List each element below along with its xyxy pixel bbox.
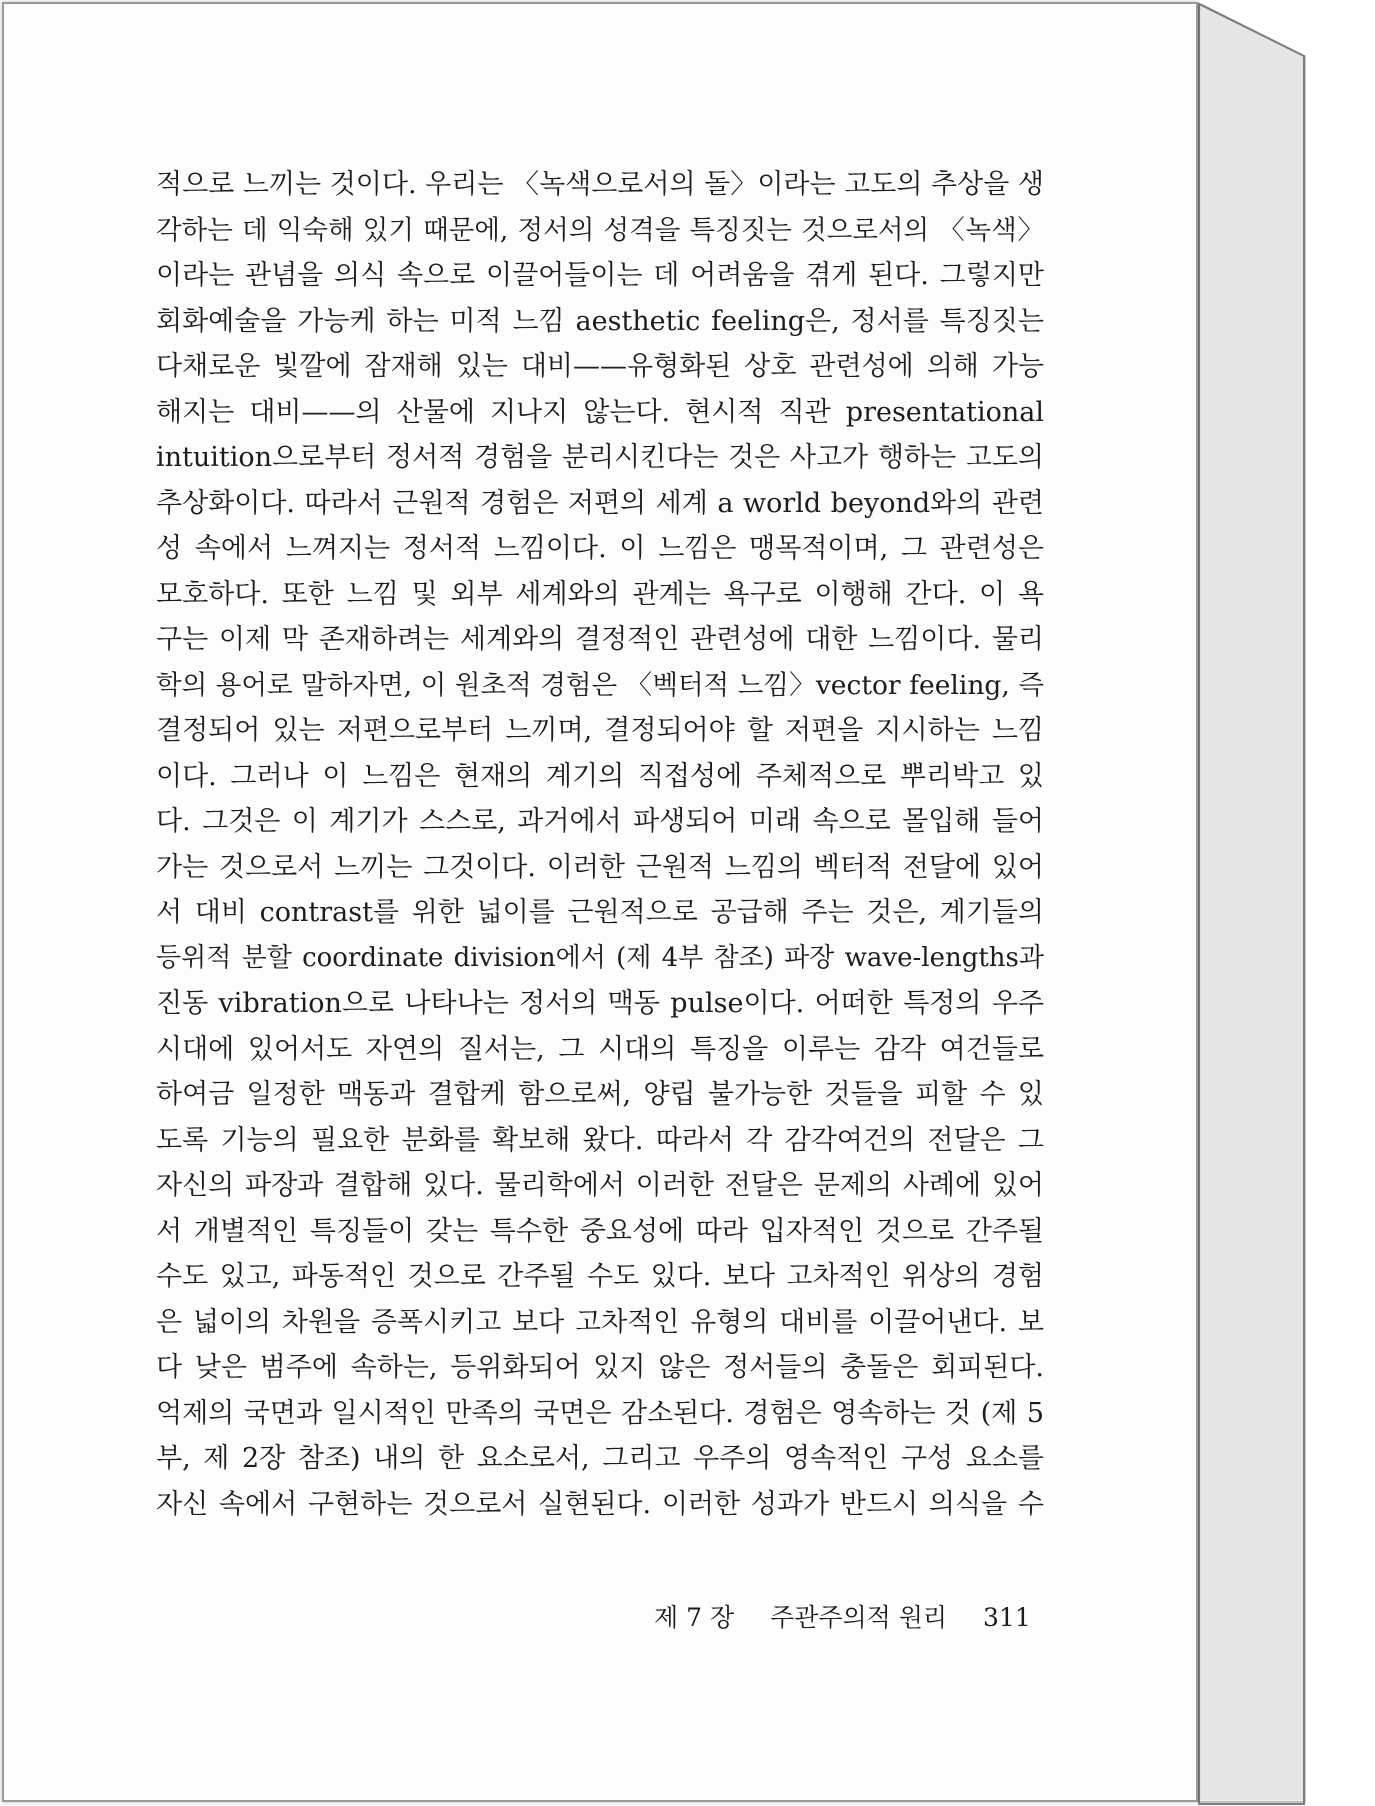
text-line: 구는 이제 막 존재하려는 세계와의 결정적인 관련성에 대한 느낌이다. 물리 xyxy=(156,624,1044,655)
text-line: 서 대비 contrast를 위한 넓이를 근원적으로 공급해 주는 것은, 계기들의 xyxy=(156,897,1044,928)
text-line: 학의 용어로 말하자면, 이 원초적 경험은 〈벡터적 느낌〉vector feeling, 즉 xyxy=(156,669,1044,701)
text-line: 억제의 국면과 일시적인 만족의 국면은 감소된다. 경험은 영속하는 것 (제 5 xyxy=(156,1397,1044,1429)
text-line: 각하는 데 익숙해 있기 때문에, 정서의 성격을 특징짓는 것으로서의 〈녹색〉 xyxy=(156,214,1044,246)
footer-chapter: 제 7 장 xyxy=(654,1603,735,1632)
text-line: 자신의 파장과 결합해 있다. 물리학에서 이러한 전달은 문제의 사례에 있어 xyxy=(156,1170,1044,1201)
text-line: 다 낮은 범주에 속하는, 등위화되어 있지 않은 정서들의 충돌은 회피된다. xyxy=(156,1352,1044,1383)
text-line: 부, 제 2장 참조) 내의 한 요소로서, 그리고 우주의 영속적인 구성 요소를 xyxy=(156,1443,1044,1474)
book-page xyxy=(2,2,1198,1802)
text-line: 가는 것으로서 느끼는 그것이다. 이러한 근원적 느낌의 벡터적 전달에 있어 xyxy=(156,851,1044,883)
text-line: 성 속에서 느껴지는 정서적 느낌이다. 이 느낌은 맹목적이며, 그 관련성은 xyxy=(156,533,1044,564)
text-line: 추상화이다. 따라서 근원적 경험은 저편의 세계 a world beyond와의 관련 xyxy=(156,487,1044,519)
text-line: 다채로운 빛깔에 잠재해 있는 대비——유형화된 상호 관련성에 의해 가능 xyxy=(156,351,1044,382)
text-line: 모호하다. 또한 느낌 및 외부 세계와의 관계는 욕구로 이행해 간다. 이 욕 xyxy=(156,578,1044,610)
text-line: 해지는 대비——의 산물에 지나지 않는다. 현시적 직관 presentational xyxy=(156,396,1044,428)
footer-chapter-title: 주관주의적 원리 xyxy=(770,1603,948,1632)
page-body-text xyxy=(156,162,1044,1527)
text-line: 자신 속에서 구현하는 것으로서 실현된다. 이러한 성과가 반드시 의식을 수 xyxy=(156,1488,1044,1520)
text-line: 적으로 느끼는 것이다. 우리는 〈녹색으로서의 돌〉이라는 고도의 추상을 생 xyxy=(156,169,1044,200)
text-line: 이다. 그러나 이 느낌은 현재의 계기의 직접성에 주체적으로 뿌리박고 있 xyxy=(156,760,1044,792)
text-line: 시대에 있어서도 자연의 질서는, 그 시대의 특징을 이루는 감각 여건들로 xyxy=(156,1033,1044,1065)
text-line: 하여금 일정한 맥동과 결합케 함으로써, 양립 불가능한 것들을 피할 수 있 xyxy=(156,1079,1044,1110)
text-line: intuition으로부터 정서적 경험을 분리시킨다는 것은 사고가 행하는 고도의 xyxy=(156,442,1044,473)
text-line: 진동 vibration으로 나타나는 정서의 맥동 pulse이다. 어떠한 특정의 우주 xyxy=(156,988,1044,1019)
text-line: 은 넓이의 차원을 증폭시키고 보다 고차적인 유형의 대비를 이끌어낸다. 보 xyxy=(156,1306,1044,1338)
text-line: 도록 기능의 필요한 분화를 확보해 왔다. 따라서 각 감각여건의 전달은 그 xyxy=(156,1124,1044,1156)
text-line: 서 개별적인 특징들이 갖는 특수한 중요성에 따라 입자적인 것으로 간주될 xyxy=(156,1215,1044,1247)
running-footer xyxy=(654,1598,1031,1634)
text-line: 이라는 관념을 의식 속으로 이끌어들이는 데 어려움을 겪게 된다. 그렇지만 xyxy=(156,260,1044,291)
page-number: 311 xyxy=(983,1603,1031,1632)
text-line: 결정되어 있는 저편으로부터 느끼며, 결정되어야 할 저편을 지시하는 느낌 xyxy=(156,715,1044,746)
text-line: 회화예술을 가능케 하는 미적 느낌 aesthetic feeling은, 정서를 특징짓는 xyxy=(156,305,1044,337)
text-line: 등위적 분할 coordinate division에서 (제 4부 참조) 파장 wave-lengths과 xyxy=(156,942,1044,973)
text-line: 수도 있고, 파동적인 것으로 간주될 수도 있다. 보다 고차적인 위상의 경험 xyxy=(156,1261,1044,1292)
text-line: 다. 그것은 이 계기가 스스로, 과거에서 파생되어 미래 속으로 몰입해 들어 xyxy=(156,806,1044,837)
